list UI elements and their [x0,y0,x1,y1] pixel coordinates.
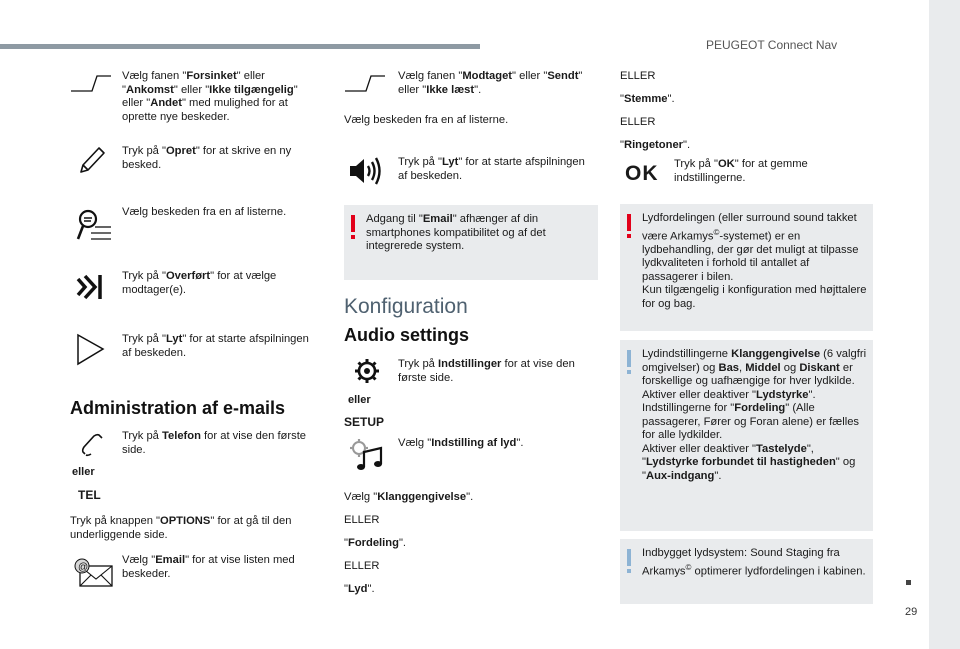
col2-line2: ELLER [344,514,380,526]
play-icon [76,333,106,367]
section-title-konfiguration: Konfiguration [344,295,468,318]
warning-note-text: Adgang til "Email" afhænger af din smartphones kompatibilitet og af det integrerede system. [366,213,546,252]
col2-select-message-text: Vælg beskeden fra en af listerne. [344,114,509,126]
col1-item5-text: Tryk på "Lyt" for at starte afspilningen af beskeden. [122,333,309,359]
gear-icon [354,358,380,384]
tab-bar-icon [344,74,386,94]
col3-line3: ELLER [620,116,656,128]
warning-note-email [344,205,598,280]
side-strip [929,0,960,649]
info-note-sound-staging [620,539,873,604]
col1-item7-text: Vælg "Email" for at vise listen med beskeder. [122,554,295,580]
col2-item2-text: Tryk på "Lyt" for at starte afspilningen af beskeden. [398,156,585,182]
col1-item2-text: Tryk på "Opret" for at skrive en ny besked. [122,145,292,171]
info-note-audio-settings [620,340,873,531]
speaker-icon [348,156,384,186]
eller-label: eller [348,394,371,406]
header-title: PEUGEOT Connect Nav [706,38,838,52]
col3-line2: "Stemme". [620,93,675,105]
col3-line4: "Ringetoner". [620,139,691,151]
col2-line3: "Fordeling". [344,537,407,549]
warning-note-text: Lydfordelingen (eller surround sound takket være Arkamys©-systemet) er en lydbehandling, der gør det muligt at tilpasse lydkvaliteten i forhold til antallet af passagerer i bilen. Kun tilgængelig i konfiguration med højttalere for og bag. [642,212,867,310]
col2-line1: Vælg "Klanggengivelse". [344,491,474,503]
heading-email-admin: Administration af e-mails [70,398,286,418]
setup-label: SETUP [344,415,385,429]
svg-text:@: @ [78,562,89,573]
info-note-text: Lydindstillingerne Klanggengivelse (6 valgfri omgivelser) og Bas, Middel og Diskant er forskellige og uafhængige for hver lydkilde. Aktiver eller deaktiver "Lydstyrke". Indstillingerne for "Fordeling" (Alle passagerer, Fører og Foran alene) er fælles for alle lydkilder. Aktiver eller deaktiver "Tastelyde", "Lydstyrke forbundet til hastigheden" og "Aux-indgang". [642,348,867,482]
info-icon [627,549,631,566]
warning-icon [627,214,631,231]
ok-icon: OK [625,162,659,185]
warning-icon [351,215,355,232]
tel-label: TEL [78,488,101,502]
col1-item1-text: Vælg fanen "Forsinket" eller "Ankomst" eller "Ikke tilgængelig" eller "Andet" med mulighed for at oprette nye beskeder. [122,70,298,123]
email-icon [74,557,114,589]
warning-note-distribution [620,204,873,331]
col2-item3-text: Tryk på Indstillinger for at vise den første side. [398,358,575,384]
eller-label: eller [72,466,95,478]
phone-icon [80,432,106,458]
col3-line1: ELLER [620,70,656,82]
message-list-icon [75,205,113,245]
col2-line4: ELLER [344,560,380,572]
header-rule [0,44,480,49]
col1-item4-text: Tryk på "Overført" for at vælge modtager(e). [122,270,277,296]
col1-options-paragraph: Tryk på knappen "OPTIONS" for at gå til den underliggende side. [70,515,292,541]
settings-music-icon [348,437,384,473]
forward-icon [76,272,104,302]
pencil-icon [78,145,106,175]
col3-item1-text: Tryk på "OK" for at gemme indstillingerne. [674,158,808,184]
col1-item6-text: Tryk på Telefon for at vise den første side. [122,430,307,456]
info-icon [627,350,631,367]
col1-item3-text: Vælg beskeden fra en af listerne. [122,206,287,218]
heading-audio-settings: Audio settings [344,325,469,345]
info-note-text: Indbygget lydsystem: Sound Staging fra Arkamys© optimerer lydfordelingen i kabinen. [642,547,866,578]
page-number: 29 [905,606,918,618]
col2-line5: "Lyd". [344,583,375,595]
tab-bar-icon [70,74,112,94]
col2-item4-text: Vælg "Indstilling af lyd". [398,437,524,449]
col2-item1-text: Vælg fanen "Modtaget" eller "Sendt" eller "Ikke læst". [398,70,583,96]
page-dot [906,580,911,585]
